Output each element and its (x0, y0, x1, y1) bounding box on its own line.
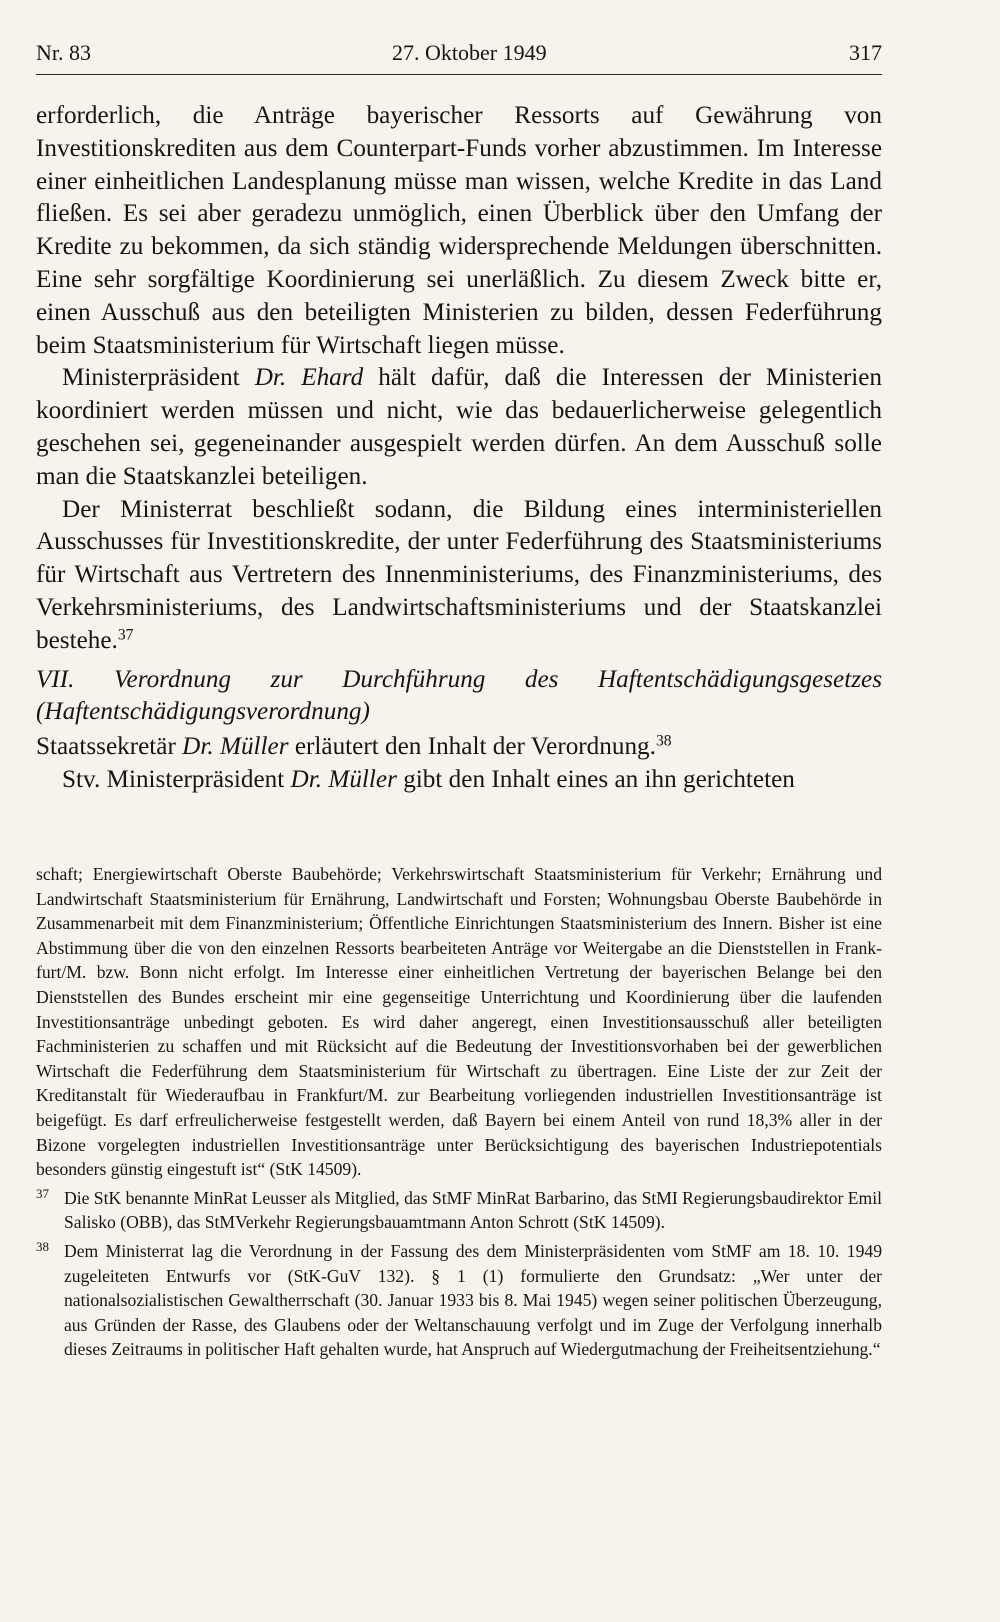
footnote-text: Dem Ministerrat lag die Verordnung in der Fassung des dem Ministerpräsidenten vom StMF am 18. 10. 1949 zugeleiteten Entwurfs vor (StK-GuV 132). § 1 (1) formulierte den Grundsatz: „Wer unter der nationalsozialistischen Gewaltherrschaft (30. Januar 1933 bis 8. Mai 1945) wegen seiner politischen Überzeugung, aus Gründen der Rasse, des Glaubens oder der Weltanschauung verfolgt und im Zuge der Verfolgung innerhalb dieses Zeitraums in politischer Haft gehalten wurde, hat Anspruch auf Wiedergutmachung der Freiheitsentziehung.“ (64, 1240, 882, 1360)
text-run: Staatssekretär (36, 733, 183, 761)
text-run: erläutert den Inhalt der Verordnung. (288, 733, 656, 761)
footnote-text: Die StK benannte MinRat Leusser als Mitglied, das StMF MinRat Barbarino, das StMI Regierungsbaudirektor Emil Salisko (OBB), das StMVerkehr Regierungsbauamtmann Anton Schrott (StK 14509). (64, 1187, 883, 1233)
text-run: hält dafür, daß die Interessen der Ministerien koordiniert werden müssen und nicht, wie das bedauerlicherweise gelegentlich geschehen sei, gegeneinander ausgespielt werden dürfen. An dem Ausschuß solle man die Staatskanzlei beteiligen. (36, 364, 882, 490)
page-number: 317 (849, 40, 882, 65)
text-run: Der Ministerrat beschließt sodann, die Bildung eines interministeriellen Ausschusses für Investitionskredite, der unter Federführung des Staatsministeriums für Wirtschaft aus Vertretern des Innenministeriums, des Finanzministeriums, des Verkehrsministeriums, des Landwirtschaftsministeriums und der Staatskanzlei bestehe. (36, 495, 882, 654)
speaker-name: Ehard (301, 364, 364, 392)
footnote-37 (36, 1186, 882, 1235)
text-run: gibt den Inhalt eines an ihn gerichteten (396, 765, 795, 793)
speaker-title: Dr. (254, 364, 302, 392)
issue-number: Nr. 83 (36, 40, 91, 65)
footnote-number: 37 (36, 1185, 49, 1201)
paragraph (36, 494, 882, 658)
paragraph (36, 731, 882, 764)
running-header (36, 40, 882, 75)
text-run: Stv. Ministerpräsident (62, 765, 291, 793)
footnote-number: 38 (36, 1238, 49, 1254)
header-date: 27. Oktober 1949 (392, 40, 547, 65)
footnote-ref: 37 (117, 626, 134, 644)
footnotes (36, 862, 882, 1362)
text-run: Ministerpräsident (62, 364, 255, 392)
paragraph: erforderlich, die Anträge bayerischer Ressorts auf Gewährung von Investitionskrediten aus dem Counterpart-Funds vorher abzustimmen. Im Interesse einer einheitlichen Landesplanung müsse man wissen, welche Kredite in das Land fließen. Es sei aber geradezu unmöglich, einen Überblick über den Umfang der Kredite zu bekommen, da sich ständig widersprechende Meldungen überschnitten. Eine sehr sorgfältige Koordinierung sei unerläßlich. Zu diesem Zweck bitte er, einen Ausschuß aus den beteiligten Ministerien zu bilden, dessen Federführung beim Staatsministerium für Wirtschaft liegen müsse. (36, 102, 882, 359)
speaker-name: Müller (219, 733, 289, 761)
speaker-title: Dr. (182, 733, 220, 761)
main-text (36, 100, 882, 797)
paragraph (36, 764, 882, 797)
section-heading: VII. Verordnung zur Durchführung des Haftentschädigungsgesetzes (Haftentschädigungsverordnung) (36, 665, 882, 726)
paragraph (36, 362, 882, 493)
footnote-38 (36, 1239, 882, 1362)
footnote-ref: 38 (655, 732, 672, 750)
speaker-name: Müller (328, 765, 397, 793)
footnote-continuation: schaft; Energiewirtschaft Oberste Baubehörde; Verkehrswirtschaft Staatsministerium für Verkehr; Ernährung und Landwirtschaft Staatsministerium für Ernährung, Landwirtschaft und Forsten; Wohnungsbau Oberste Baubehörde in Zusammenarbeit mit dem Finanzministerium; Öffentliche Einrichtungen Staatsministerium des Innern. Bisher ist eine Abstimmung über die von den einzelnen Ressorts bearbeiteten Anträge vor Weitergabe an die Dienststellen in Frankfurt/M. bzw. Bonn nicht erfolgt. Im Interesse einer einheitlichen Vertretung der bayerischen Belange bei den Dienststellen des Bundes erscheint mir eine gegenseitige Unterrichtung und Koordinierung über die laufenden Investitionsanträge unbedingt geboten. Es wird daher angeregt, einen Investitionsausschuß aller beteiligten Fachministerien zu schaffen und mit Rücksicht auf die Bedeutung der Investitionsvorhaben bei der gewerblichen Wirtschaft die Federführung dem Staatsministerium für Wirtschaft zu übertragen. Eine Liste der zur Zeit der Kreditanstalt für Wiederaufbau in Frankfurt/M. zur Bearbeitung vorliegenden industriellen Investitionsanträge ist beigefügt. Es darf erfreulicherweise festgestellt werden, daß Bayern bei einem Anteil von rund 18,3% aller in der Bizone vorgelegten industriellen Investitionsanträge unter Berücksichtigung des bayerischen Industriepotentials besonders günstig eingestuft ist“ (StK 14509). (36, 864, 882, 1180)
speaker-title: Dr. (290, 765, 329, 793)
